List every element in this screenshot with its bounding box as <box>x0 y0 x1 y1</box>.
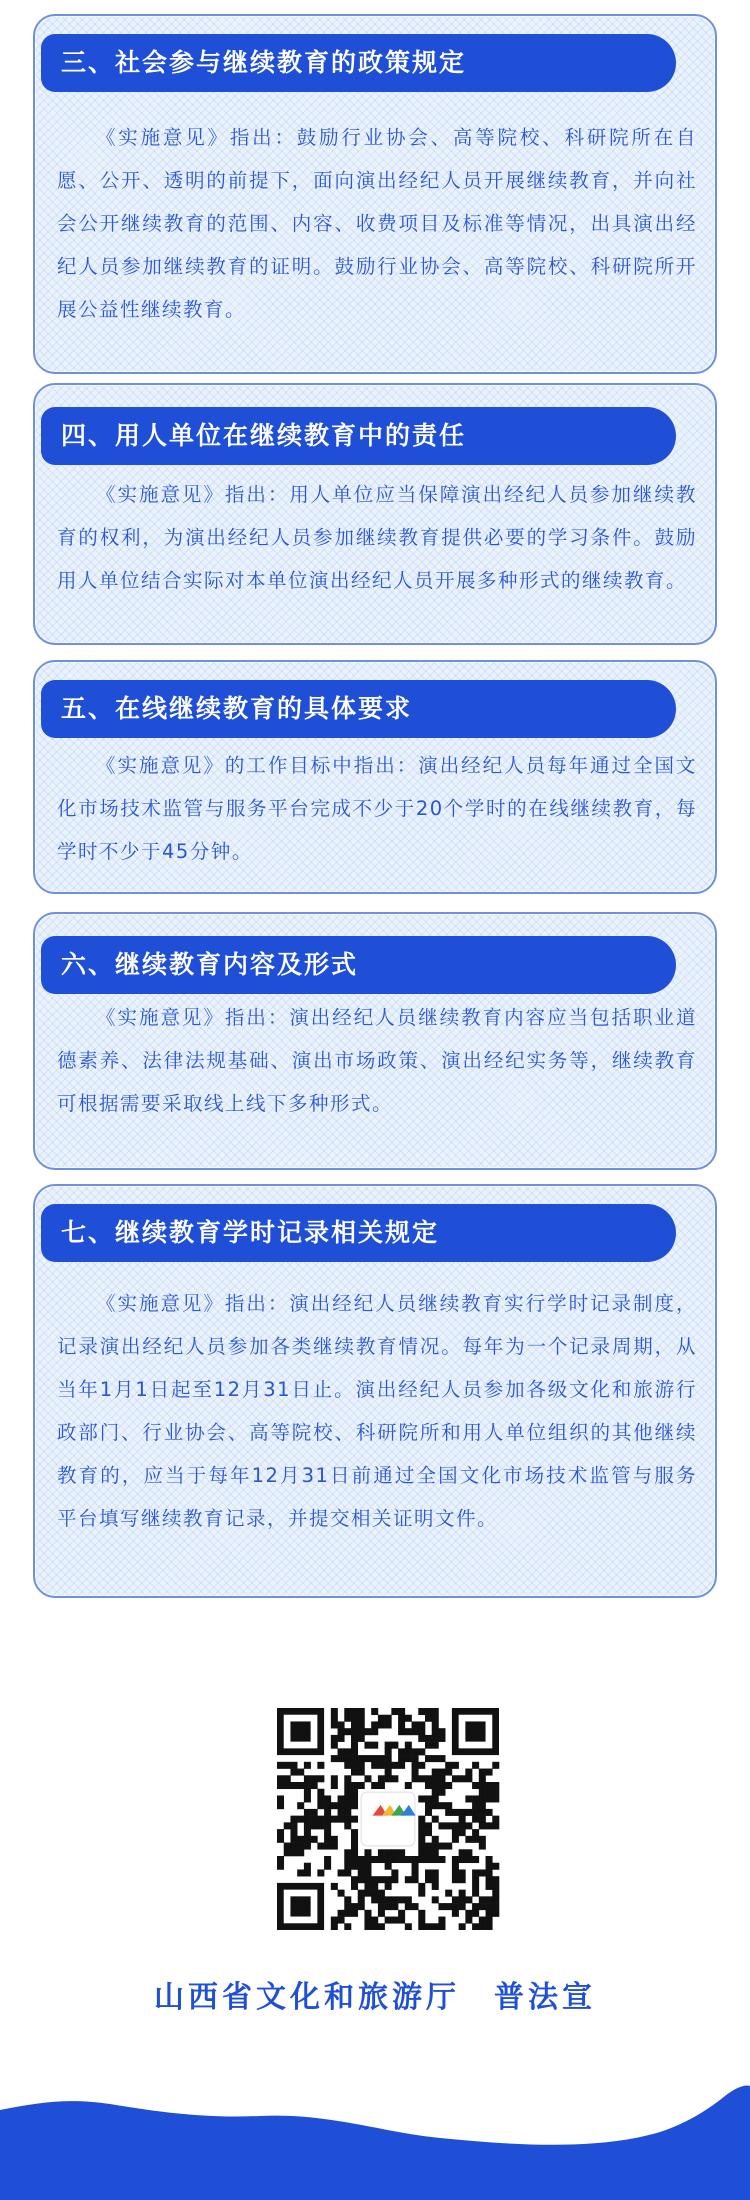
section-text: 《实施意见》指出：演出经纪人员继续教育内容应当包括职业道德素养、法律法规基础、演出市场政策、演出经纪实务等，继续教育可根据需要采取线上线下多种形式。 <box>57 1006 697 1115</box>
section-text: 《实施意见》指出：用人单位应当保障演出经纪人员参加继续教育的权利，为演出经纪人员参加继续教育提供必要的学习条件。鼓励用人单位结合实际对本单位演出经纪人员开展多种形式的继续教育。 <box>57 483 697 592</box>
qr-code-image <box>263 1708 513 1930</box>
section-card-6 <box>33 912 717 1170</box>
section-text: 《实施意见》指出：演出经纪人员继续教育实行学时记录制度，记录演出经纪人员参加各类继续教育情况。每年为一个记录周期，从当年1月1日起至12月31日止。演出经纪人员参加各级文化和旅游行政部门、行业协会、高等院校、科研院所和用人单位组织的其他继续教育的，应当于每年12月31日前通过全国文化市场技术监管与服务平台填写继续教育记录，并提交相关证明文件。 <box>57 1292 697 1530</box>
section-card-5 <box>33 660 717 894</box>
section-title: 七、继续教育学时记录相关规定 <box>41 1204 676 1262</box>
section-text: 《实施意见》指出：鼓励行业协会、高等院校、科研院所在自愿、公开、透明的前提下，面向演出经纪人员开展继续教育，并向社会公开继续教育的范围、内容、收费项目及标准等情况，出具演出经纪人员参加继续教育的证明。鼓励行业协会、高等院校、科研院所开展公益性继续教育。 <box>57 126 697 321</box>
footer-org-title: 山西省文化和旅游厅 普法宣 <box>154 1980 596 2015</box>
section-card-4 <box>33 383 717 645</box>
footer-wave <box>0 2080 750 2200</box>
section-card-3 <box>33 14 717 374</box>
qr-code <box>263 1708 513 1930</box>
section-title: 三、社会参与继续教育的政策规定 <box>41 34 676 92</box>
section-card-7 <box>33 1184 717 1598</box>
section-title: 六、继续教育内容及形式 <box>41 936 676 994</box>
section-title: 四、用人单位在继续教育中的责任 <box>41 407 676 465</box>
section-title: 五、在线继续教育的具体要求 <box>41 680 676 738</box>
section-text: 《实施意见》的工作目标中指出：演出经纪人员每年通过全国文化市场技术监管与服务平台完成不少于20个学时的在线继续教育，每学时不少于45分钟。 <box>57 754 697 863</box>
